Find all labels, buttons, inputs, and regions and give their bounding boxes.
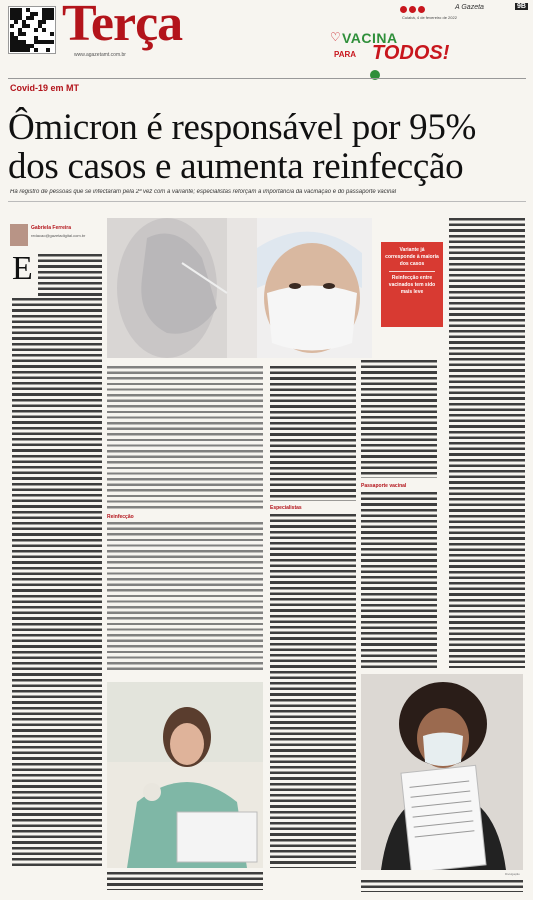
body-text-col1-intro (38, 254, 102, 296)
qr-module (42, 28, 46, 32)
body-text-col2 (107, 366, 263, 511)
section-kicker: Covid-19 em MT (10, 83, 80, 93)
body-text-col3b (270, 514, 356, 868)
highlight-box (381, 242, 443, 327)
photo-caption-woman (361, 880, 523, 892)
photo-woman-vaccine-card (361, 674, 523, 870)
subhead-vaccine-pass: Passaporte vacinal (361, 483, 407, 489)
qr-module (14, 20, 18, 24)
highlight-box-text-1: Variante já corresponde à maioria dos casos (385, 247, 439, 267)
campaign-line1: VACINA (342, 30, 398, 46)
subhead-reinfection: Reinfecção (107, 514, 134, 520)
qr-module (46, 48, 50, 52)
newspaper-brand: A Gazeta (455, 4, 484, 11)
qr-code (8, 6, 56, 54)
photo-illustration (107, 682, 263, 868)
divider (8, 78, 526, 79)
drop-cap: E (12, 250, 33, 287)
qr-module (30, 16, 34, 20)
author-name: Gabriela Ferreira (31, 225, 72, 231)
headline: Ômicron é responsável por 95% dos casos e aumenta reinfecção (8, 107, 477, 187)
dateline: Cuiabá, 4 de fevereiro de 2022 (402, 15, 457, 20)
heart-icon: ♡ (330, 30, 341, 44)
body-text-col1 (12, 298, 102, 868)
masthead-title: Terça (62, 0, 183, 52)
author-email: redacao@gazetadigital.com.br (31, 233, 86, 238)
standfirst: Há registro de pessoas que se infectaram pela 2ª vez com a variante; especialistas reforçam a importância da vacinação e do passaporte vacinal (10, 189, 397, 195)
photo-illustration (107, 218, 372, 358)
qr-module (22, 32, 26, 36)
campaign-line3: TODOS! (372, 42, 450, 64)
masthead-url: www.agazetamt.com.br (74, 52, 126, 58)
qr-module (34, 12, 38, 16)
qr-module (10, 24, 14, 28)
divider (389, 271, 435, 272)
body-text-col5 (449, 218, 525, 668)
qr-module (26, 24, 30, 28)
photo-caption-doctor (107, 872, 263, 890)
vaccine-campaign-logo (330, 24, 500, 82)
photo-illustration (361, 674, 523, 870)
qr-module (42, 20, 46, 24)
qr-module (26, 48, 30, 52)
qr-module (50, 16, 54, 20)
qr-module (34, 48, 38, 52)
body-text-col3 (270, 366, 356, 501)
campaign-line2: PARA (334, 50, 357, 59)
photo-doctor (107, 682, 263, 868)
photo-health-worker-swab (107, 218, 372, 358)
qr-module (34, 28, 38, 32)
photo-credit: Divulgação (505, 872, 520, 876)
qr-module (50, 40, 54, 44)
page-number: 9B (517, 3, 526, 10)
divider (8, 201, 526, 202)
edition-info (400, 6, 427, 15)
highlight-box-text-2: Reinfecção entre vacinados tem sido mais leve (388, 275, 436, 295)
body-text-col4 (361, 360, 437, 478)
body-text-col2b (107, 522, 263, 672)
qr-module (50, 32, 54, 36)
subhead-specialists: Especialistas (270, 505, 302, 511)
body-text-col4b (361, 492, 437, 668)
author-photo (10, 224, 28, 246)
